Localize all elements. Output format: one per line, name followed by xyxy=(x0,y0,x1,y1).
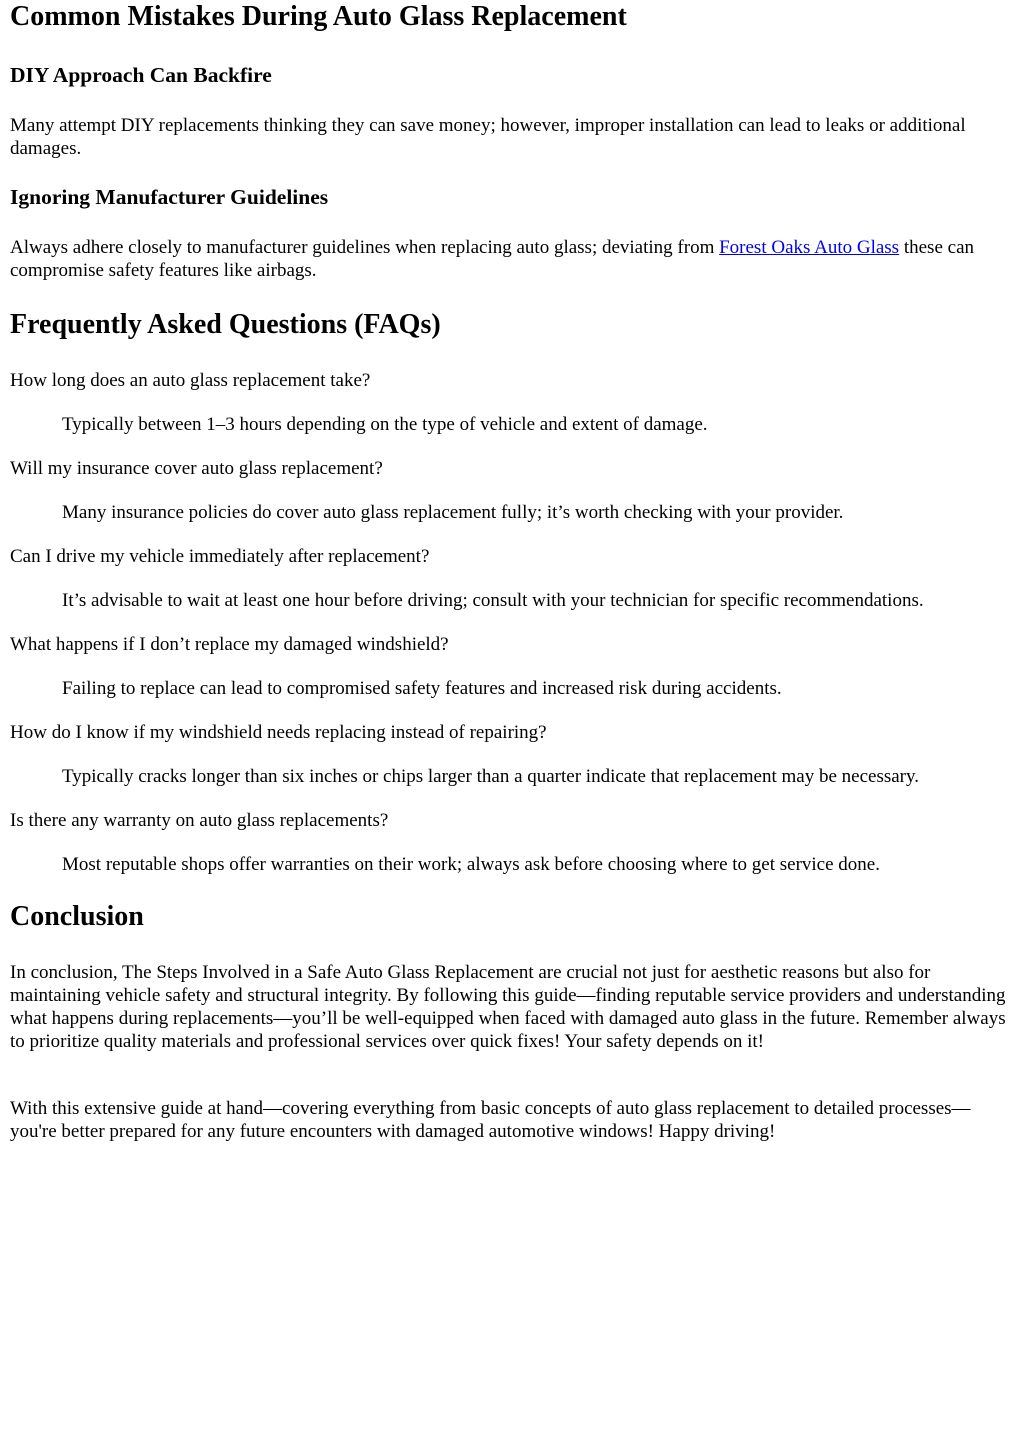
faq-answer: It’s advisable to wait at least one hour before driving; consult with your technician for specific recommendations. xyxy=(62,590,924,611)
faq-question: What happens if I don’t replace my damaged windshield? xyxy=(10,634,449,655)
faq-question: Is there any warranty on auto glass replacements? xyxy=(10,810,389,831)
faq-question: How do I know if my windshield needs replacing instead of repairing? xyxy=(10,722,547,743)
diy-paragraph: Many attempt DIY replacements thinking they can save money; however, improper installation can lead to leaks or additional damages. xyxy=(10,115,966,159)
faq-answer: Typically cracks longer than six inches or chips larger than a quarter indicate that replacement may be necessary. xyxy=(62,766,920,787)
guidelines-paragraph xyxy=(10,236,1014,282)
forest-oaks-auto-glass-link[interactable]: Forest Oaks Auto Glass xyxy=(719,237,900,258)
faq-answer: Typically between 1–3 hours depending on the type of vehicle and extent of damage. xyxy=(62,414,708,435)
faq-list xyxy=(10,369,1014,897)
guidelines-text-after: these can compromise safety features like airbags. xyxy=(10,237,974,281)
faq-question: How long does an auto glass replacement take? xyxy=(10,370,371,391)
faq-answer: Most reputable shops offer warranties on their work; always ask before choosing where to get service done. xyxy=(62,854,880,875)
guidelines-heading: Ignoring Manufacturer Guidelines xyxy=(10,185,329,209)
conclusion-heading: Conclusion xyxy=(10,901,144,932)
faq-answer: Many insurance policies do cover auto glass replacement fully; it’s worth checking with your provider. xyxy=(62,502,844,523)
faq-question: Will my insurance cover auto glass replacement? xyxy=(10,458,383,479)
faq-question: Can I drive my vehicle immediately after replacement? xyxy=(10,546,430,567)
mistakes-heading: Common Mistakes During Auto Glass Replacement xyxy=(10,1,627,32)
conclusion-paragraph-1: In conclusion, The Steps Involved in a Safe Auto Glass Replacement are crucial not just for aesthetic reasons but also for maintaining vehicle safety and structural integrity. By following this guide—finding reputable service providers and understanding what happens during replacements—you’ll be well-equipped when faced with damaged auto glass in the future. Remember always to prioritize quality materials and professional services over quick fixes! Your safety depends on it! xyxy=(10,962,1006,1052)
conclusion-paragraph-2: With this extensive guide at hand—covering everything from basic concepts of auto glass replacement to detailed processes—you're better prepared for any future encounters with damaged automotive windows! Happy driving! xyxy=(10,1098,971,1142)
faq-heading: Frequently Asked Questions (FAQs) xyxy=(10,309,441,340)
diy-heading: DIY Approach Can Backfire xyxy=(10,63,272,87)
guidelines-text-before: Always adhere closely to manufacturer guidelines when replacing auto glass; deviating from xyxy=(10,237,720,258)
faq-answer: Failing to replace can lead to compromised safety features and increased risk during accidents. xyxy=(62,678,782,699)
